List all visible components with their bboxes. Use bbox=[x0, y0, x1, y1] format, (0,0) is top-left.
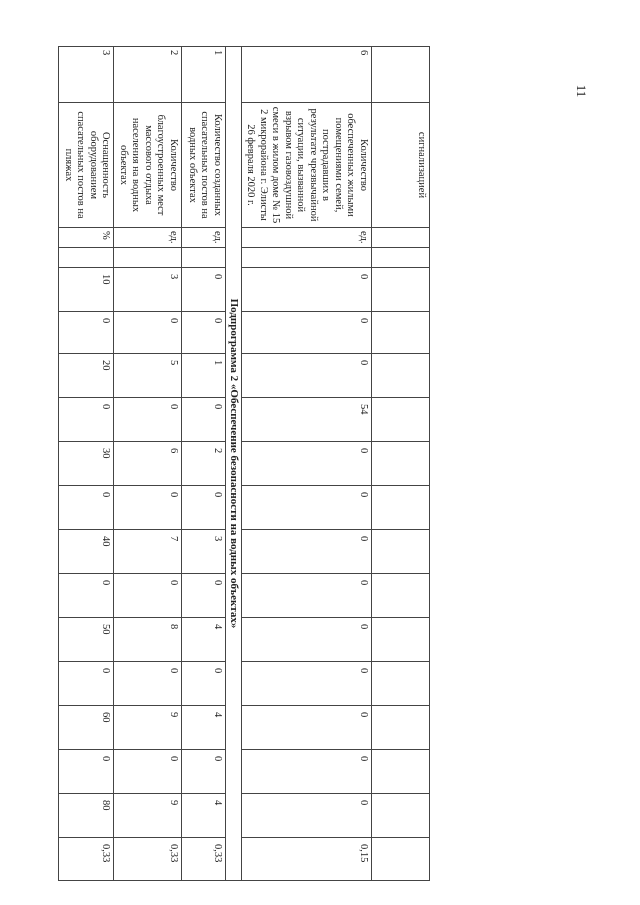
value-cell bbox=[372, 662, 430, 706]
value-cell bbox=[372, 530, 430, 574]
row-number-cell: 6 bbox=[242, 47, 372, 103]
value-cell: 60 bbox=[59, 706, 114, 750]
value-cell: 7 bbox=[114, 530, 182, 574]
value-cell: 40 bbox=[59, 530, 114, 574]
value-cell: 0 bbox=[114, 312, 182, 354]
value-cell: 4 bbox=[182, 618, 226, 662]
unit-cell bbox=[372, 228, 430, 248]
value-cell: 8 bbox=[114, 618, 182, 662]
table-row bbox=[372, 47, 430, 881]
indicators-table bbox=[59, 46, 431, 881]
value-cell bbox=[114, 248, 182, 268]
indicator-name-cell: Количество обеспеченных жилыми помещениями семей, пострадавших в результате чрезвычайной ситуации, вызванной взрывом газовоздушной смеси в жилом доме № 15 2 микрорайона г. Элисты 26 февраля 2020 г. bbox=[242, 103, 372, 228]
value-cell: 0 bbox=[242, 530, 372, 574]
subprogram-row bbox=[226, 47, 242, 881]
value-cell: 4 bbox=[182, 706, 226, 750]
value-cell: 5 bbox=[114, 354, 182, 398]
value-cell: 0,33 bbox=[59, 838, 114, 881]
value-cell bbox=[242, 248, 372, 268]
value-cell: 0 bbox=[59, 574, 114, 618]
row-number-cell: 3 bbox=[59, 47, 114, 103]
value-cell: 0 bbox=[114, 750, 182, 794]
value-cell: 0 bbox=[242, 268, 372, 312]
value-cell: 0 bbox=[242, 574, 372, 618]
value-cell bbox=[372, 794, 430, 838]
value-cell: 0 bbox=[182, 398, 226, 442]
value-cell bbox=[372, 354, 430, 398]
value-cell: 0 bbox=[114, 574, 182, 618]
value-cell: 0 bbox=[242, 486, 372, 530]
value-cell: 0 bbox=[59, 662, 114, 706]
value-cell: 0 bbox=[114, 662, 182, 706]
value-cell: 3 bbox=[182, 530, 226, 574]
indicator-name-cell: Оснащенность оборудованием спасательных постов на пляжах bbox=[59, 103, 114, 228]
value-cell bbox=[372, 706, 430, 750]
value-cell: 1 bbox=[182, 354, 226, 398]
value-cell: 0 bbox=[59, 312, 114, 354]
unit-cell: ед. bbox=[242, 228, 372, 248]
value-cell: 2 bbox=[182, 442, 226, 486]
rotated-table-container bbox=[63, 46, 430, 876]
row-number-cell bbox=[372, 47, 430, 103]
value-cell bbox=[372, 574, 430, 618]
value-cell bbox=[182, 248, 226, 268]
value-cell: 0,33 bbox=[114, 838, 182, 881]
value-cell: 80 bbox=[59, 794, 114, 838]
value-cell: 0 bbox=[242, 794, 372, 838]
value-cell: 0 bbox=[182, 312, 226, 354]
subprogram-title: Подпрограмма 2 «Обеспечение безопасности на водных объектах» bbox=[226, 47, 242, 881]
row-number-cell: 2 bbox=[114, 47, 182, 103]
table-row bbox=[59, 47, 114, 881]
value-cell: 0 bbox=[242, 706, 372, 750]
value-cell bbox=[372, 268, 430, 312]
value-cell: 0 bbox=[242, 312, 372, 354]
value-cell bbox=[372, 442, 430, 486]
value-cell: 0 bbox=[242, 442, 372, 486]
value-cell: 20 bbox=[59, 354, 114, 398]
value-cell bbox=[372, 838, 430, 881]
indicator-name-cell: Количество благоустроенных мест массового отдыха населения на водных объектах bbox=[114, 103, 182, 228]
value-cell: 0 bbox=[182, 574, 226, 618]
value-cell: 0 bbox=[59, 750, 114, 794]
unit-cell: ед. bbox=[182, 228, 226, 248]
value-cell: 0 bbox=[242, 662, 372, 706]
value-cell: 0 bbox=[114, 486, 182, 530]
page-number: 11 bbox=[574, 84, 589, 98]
value-cell: 0 bbox=[59, 486, 114, 530]
value-cell: 0,15 bbox=[242, 838, 372, 881]
indicator-name-cell: Количество созданных спасательных постов на водных объектах bbox=[182, 103, 226, 228]
value-cell bbox=[59, 248, 114, 268]
table-row bbox=[242, 47, 372, 881]
value-cell: 10 bbox=[59, 268, 114, 312]
value-cell: 50 bbox=[59, 618, 114, 662]
value-cell: 0 bbox=[242, 618, 372, 662]
value-cell: 0 bbox=[242, 750, 372, 794]
value-cell: 0 bbox=[114, 398, 182, 442]
value-cell bbox=[372, 750, 430, 794]
value-cell: 54 bbox=[242, 398, 372, 442]
value-cell: 0 bbox=[182, 750, 226, 794]
value-cell: 9 bbox=[114, 706, 182, 750]
value-cell bbox=[372, 486, 430, 530]
indicator-name-cell: сигнализацией bbox=[372, 103, 430, 228]
table-row bbox=[182, 47, 226, 881]
value-cell: 0 bbox=[242, 354, 372, 398]
value-cell bbox=[372, 618, 430, 662]
value-cell: 0 bbox=[59, 398, 114, 442]
value-cell: 9 bbox=[114, 794, 182, 838]
value-cell: 0 bbox=[182, 662, 226, 706]
value-cell bbox=[372, 398, 430, 442]
row-number-cell: 1 bbox=[182, 47, 226, 103]
value-cell: 0 bbox=[182, 486, 226, 530]
value-cell: 30 bbox=[59, 442, 114, 486]
unit-cell: % bbox=[59, 228, 114, 248]
table-row bbox=[114, 47, 182, 881]
value-cell: 6 bbox=[114, 442, 182, 486]
value-cell bbox=[372, 312, 430, 354]
value-cell: 3 bbox=[114, 268, 182, 312]
value-cell: 4 bbox=[182, 794, 226, 838]
value-cell: 0,33 bbox=[182, 838, 226, 881]
unit-cell: ед. bbox=[114, 228, 182, 248]
value-cell: 0 bbox=[182, 268, 226, 312]
value-cell bbox=[372, 248, 430, 268]
